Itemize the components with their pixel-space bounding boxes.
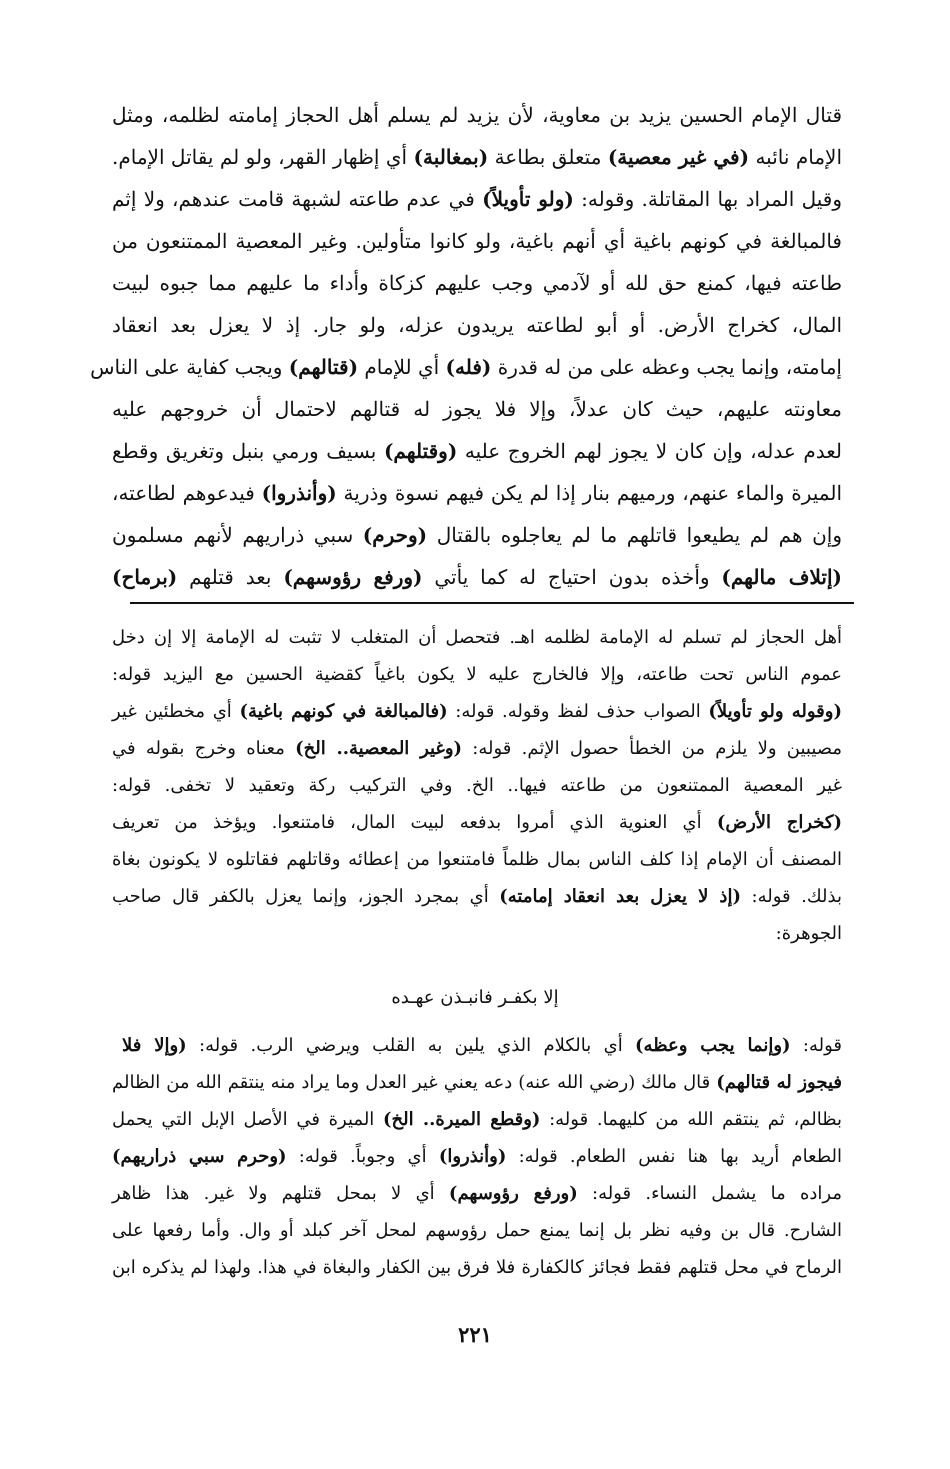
text-segment: المصنف أن الإمام إذا كلف الناس بمال ظلماً فامتنعوا من إعطائه وقاتلهم فقاتلوه لا يكونون بغاة [112,849,842,870]
main-line-8 [112,394,842,424]
poem-verse: إلا بكفـر فانبـذن عهـده [391,987,559,1008]
footnote-line-6 [112,810,842,836]
bold-phrase: (ورفع رؤوسهم) [448,1183,578,1204]
footnote2-line-7 [112,1255,842,1281]
footnote-line-1 [112,625,842,651]
footnote2-line-5 [112,1181,842,1207]
text-segment: متعلق بطاعة [488,145,608,169]
text-segment: مراده ما يشمل النساء. قوله: [577,1183,843,1204]
page-number: ٢٢١ [458,1322,492,1347]
bold-phrase: (وأنذروا) [261,481,337,505]
footnote-line-8 [112,884,842,910]
bold-phrase: (وقوله ولو تأويلاً) [708,701,842,722]
text-segment: الشارح. قال بن وفيه نظر بل إنما يمنع حمل رؤوسهم لمحل آخر كبلد أو وال. وأما رفعها على [112,1220,842,1241]
bold-phrase: (وغير المعصية.. الخ) [295,738,463,759]
main-line-4 [112,226,842,256]
text-segment: غير المعصية الممتنعون من طاعته فيها.. الخ. وفي التركيب ركة وتعقيد لا تخفى. قوله: [112,775,842,796]
text-segment: بذلك. قوله: [740,886,842,907]
footnote-separator [130,602,854,604]
text-segment: الميرة والماء عنهم، ورميهم بنار إذا لم يكن فيهم نسوة وذرية [336,481,843,505]
main-line-3 [112,184,842,214]
footnote-line-7 [112,847,842,873]
text-segment: أي إظهار القهر، ولو لم يقاتل الإمام. [112,145,414,169]
bold-phrase: (وقطع الميرة.. الخ) [382,1109,541,1130]
text-segment: أي للإمام [358,355,446,379]
text-segment: الجوهرة: [775,923,842,944]
footnote2-line-2 [112,1070,842,1096]
footnote2-line-1 [122,1033,842,1059]
bold-phrase: (وحرم) [362,523,428,547]
footnote2-line-6 [112,1218,842,1244]
text-segment: سبي ذراريهم لأنهم مسلمون [112,523,363,547]
bold-phrase: (وحرم سبي ذراريهم) [112,1146,287,1167]
bold-phrase: (ولو تأويلاً) [482,187,574,211]
main-line-10 [112,478,842,508]
text-segment: إمامته، وإنما يجب وعظه على من له قدرة [491,355,842,379]
main-line-11 [112,520,842,550]
main-line-6 [112,310,842,340]
text-segment: وقيل المراد بها المقاتلة. وقوله: [573,187,842,211]
main-line-5 [112,268,842,298]
text-segment: طاعته فيها، كمنع حق لله أو لآدمي وجب عليهم كزكاة وأداء ما عليهم مما جبوه لبيت [112,271,842,295]
main-line-7 [90,352,842,382]
text-segment: الإمام نائبه [749,145,842,169]
footnote2-line-4 [112,1144,842,1170]
bold-phrase: (وقتلهم) [383,439,458,463]
text-segment: قوله: [790,1035,842,1056]
text-segment: فالمبالغة في كونهم باغية أي أنهم باغية، ولو كانوا متأولين. وغير المعصية الممتنعون من [112,229,842,253]
bold-phrase: (فله) [445,355,492,379]
text-segment: الرماح في محل قتلهم فقط فجائز كالكفارة فلا فرق بين الكفار والبغاة في هذا. ولهذا لم يذكره ابن [112,1257,842,1278]
text-segment: معناه وخرج بقوله في [112,738,296,759]
bold-phrase: (قتالهم) [288,355,359,379]
footnote-line-5 [112,773,842,799]
bold-phrase: (إتلاف مالهم) [721,565,843,589]
main-line-9 [112,436,842,466]
bold-phrase: (وأنذروا) [438,1146,507,1167]
main-line-2 [112,142,842,172]
text-segment: أي لا بمحل قتلهم ولا غير. هذا ظاهر [112,1183,449,1204]
text-segment: الصواب حذف لفظ وقوله. قوله: [447,701,709,722]
text-segment: أي العنوية الذي أمروا بدفعه لبيت المال، فامتنعوا. ويؤخذ من تعريف [112,812,717,833]
footnote-line-4 [112,736,842,762]
bold-phrase: (إذ لا يعزل بعد انعقاد إمامته) [499,886,741,907]
text-segment: أهل الحجاز لم تسلم له الإمامة لظلمه اهـ. فتحصل أن المتغلب لا تثبت له الإمامة إلا إن دخل [112,627,842,648]
text-segment: لعدم عدله، وإن كان لا يجوز لهم الخروج عليه [457,439,842,463]
text-segment: بسيف ورمي بنبل وتغريق وقطع [112,439,384,463]
text-segment: الطعام أريد بها هنا نفس الطعام. قوله: [506,1146,842,1167]
text-segment: ويجب كفاية على الناس [90,355,289,379]
text-segment: وإن هم لم يطيعوا قاتلهم ما لم يعاجلوه بالقتال [427,523,842,547]
main-line-12 [112,562,842,592]
text-segment: أي بمجرد الجوز، وإنما يعزل بالكفر قال صاحب [112,886,500,907]
footnote-line-2 [112,662,842,688]
bold-phrase: فيجوز له قتالهم) [716,1072,842,1093]
bold-phrase: (وإلا فلا [122,1035,187,1056]
text-segment: وأخذه بدون احتياج له كما يأتي [422,565,722,589]
text-segment: مصيبين ولا يلزم من الخطأ حصول الإثم. قوله: [462,738,842,759]
text-segment: فيدعوهم لطاعته، [112,481,262,505]
bold-phrase: (كخراج الأرض) [716,812,843,833]
text-segment: الميرة في الأصل الإبل التي يحمل [112,1109,383,1130]
bold-phrase: (ورفع رؤوسهم) [283,565,423,589]
bold-phrase: (وإنما يجب وعظه) [635,1035,791,1056]
bold-phrase: (بمغالبة) [413,145,489,169]
text-segment: معاونته عليهم، حيث كان عدلاً، وإلا فلا يجوز له قتالهم لاحتمال أن خروجهم عليه [112,397,843,421]
text-segment: أي وجوباً. قوله: [286,1146,439,1167]
text-segment: بظالم، ثم ينتقم الله من كليهما. قوله: [540,1109,842,1130]
text-segment: عموم الناس تحت طاعته، وإلا فالخارج عليه لا يكون باغياً كقضية الحسين مع اليزيد قوله: [112,664,842,685]
text-segment: بعد قتلهم [177,565,284,589]
text-segment: قتال الإمام الحسين يزيد بن معاوية، لأن يزيد لم يسلم أهل الحجاز إمامته لظلمه، ومثل [112,103,842,127]
footnote-line-9 [776,921,842,947]
text-segment: قال مالك (رضي الله عنه) دعه يعني غير العدل وما يراد منه ينتقم الله من الظالم [112,1072,717,1093]
bold-phrase: (فالمبالغة في كونهم باغية) [239,701,448,722]
text-segment: أي بالكلام الذي يلين به القلب ويرضي الرب. قوله: [186,1035,636,1056]
bold-phrase: (برماح) [112,565,178,589]
main-line-1 [112,100,842,130]
bold-phrase: (في غير معصية) [607,145,750,169]
footnote-line-3 [112,699,842,725]
text-segment: في عدم طاعته لشبهة قامت عندهم، ولا إثم [112,187,483,211]
footnote2-line-3 [112,1107,842,1133]
text-segment: المال، كخراج الأرض. أو أبو لطاعته يريدون عزله، ولو جار. إذ لا يعزل بعد انعقاد [112,313,842,337]
text-segment: أي مخطئين غير [112,701,240,722]
